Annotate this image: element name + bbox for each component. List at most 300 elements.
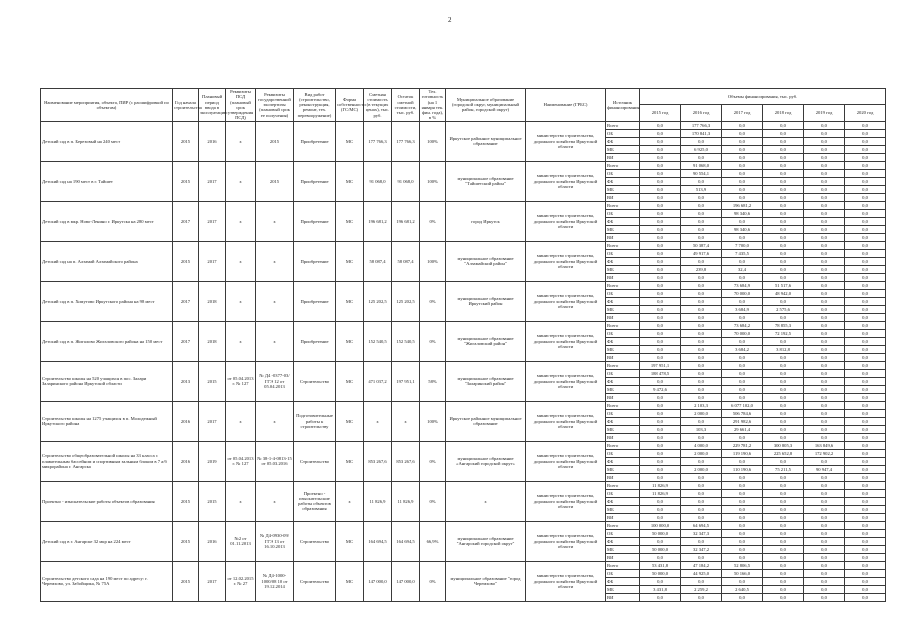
funding-value-cell: 7 700,0 — [722, 241, 763, 249]
funding-source-cell: ВИ — [606, 313, 640, 321]
funding-value-cell: 11 826,9 — [640, 481, 681, 489]
funding-value-cell: 197 951,1 — [640, 361, 681, 369]
funding-value-cell: 0,0 — [722, 337, 763, 345]
funding-value-cell: 0,0 — [681, 337, 722, 345]
funding-source-cell: ФБ — [606, 257, 640, 265]
funding-source-cell: МБ — [606, 585, 640, 593]
funding-value-cell: 0,0 — [681, 473, 722, 481]
object-customer: министерство строительства, дорожного хозяйства Иркутской области — [526, 521, 606, 561]
funding-value-cell: 0,0 — [640, 129, 681, 137]
funding-value-cell: 0,0 — [640, 121, 681, 129]
funding-value-cell: 0,0 — [681, 513, 722, 521]
object-expertise: № Д4-1000-1000/08 10 от 19.12.2014 — [256, 561, 294, 601]
funding-value-cell: 0,0 — [681, 481, 722, 489]
funding-source-cell: Всего — [606, 321, 640, 329]
object-remaining-cost: 164 694,5 — [392, 521, 420, 561]
object-estimated-cost: 11 826,9 — [364, 481, 392, 521]
funding-value-cell: 172 902,2 — [804, 449, 845, 457]
funding-value-cell: 196 681,2 — [722, 201, 763, 209]
funding-value-cell: 0,0 — [681, 505, 722, 513]
funding-source-cell: ФБ — [606, 177, 640, 185]
funding-value-cell: 0,0 — [681, 297, 722, 305]
funding-value-cell: 0,0 — [845, 569, 886, 577]
funding-value-cell: 0,0 — [763, 401, 804, 409]
funding-value-cell: 0,0 — [640, 377, 681, 385]
funding-value-cell: 0,0 — [722, 521, 763, 529]
funding-value-cell: 0,0 — [640, 321, 681, 329]
funding-value-cell: 0,0 — [763, 209, 804, 217]
funding-value-cell: 506 784,6 — [722, 409, 763, 417]
funding-value-cell: 0,0 — [681, 393, 722, 401]
funding-value-cell: 0,0 — [763, 385, 804, 393]
funding-value-cell: 0,0 — [763, 161, 804, 169]
object-customer: министерство строительства, дорожного хозяйства Иркутской области — [526, 241, 606, 281]
object-customer: министерство строительства, дорожного хозяйства Иркутской области — [526, 201, 606, 241]
funding-source-cell: Всего — [606, 241, 640, 249]
funding-value-cell: 0,0 — [722, 313, 763, 321]
funding-value-cell: 0,0 — [804, 273, 845, 281]
object-readiness: 0% — [420, 441, 446, 481]
funding-value-cell: 78 855,3 — [763, 321, 804, 329]
object-ownership: МС — [336, 281, 364, 321]
object-start-year: 2015 — [173, 521, 199, 561]
funding-value-cell: 0,0 — [845, 537, 886, 545]
funding-value-cell: 0,0 — [845, 417, 886, 425]
funding-value-cell: 0,0 — [804, 425, 845, 433]
funding-value-cell: 0,0 — [804, 513, 845, 521]
funding-value-cell: 0,0 — [640, 337, 681, 345]
funding-value-cell: 0,0 — [845, 225, 886, 233]
object-expertise: х — [256, 281, 294, 321]
funding-source-cell: МБ — [606, 265, 640, 273]
funding-value-cell: 0,0 — [681, 361, 722, 369]
funding-value-cell: 0,0 — [722, 169, 763, 177]
funding-source-cell: Всего — [606, 561, 640, 569]
funding-value-cell: 0,0 — [763, 233, 804, 241]
funding-value-cell: 0,0 — [763, 185, 804, 193]
funding-value-cell: 0,0 — [763, 273, 804, 281]
object-ownership: МС — [336, 121, 364, 161]
funding-value-cell: 50 166,0 — [722, 569, 763, 577]
funding-value-cell: 0,0 — [845, 401, 886, 409]
object-start-year: 2015 — [173, 561, 199, 601]
object-remaining-cost: 152 540,5 — [392, 321, 420, 361]
funding-value-cell: 0,0 — [763, 489, 804, 497]
object-estimated-cost: х — [364, 401, 392, 441]
funding-value-cell: 0,0 — [804, 169, 845, 177]
object-psd: х — [226, 161, 256, 201]
header-year: 2015 год — [640, 105, 681, 121]
funding-source-cell: ФБ — [606, 297, 640, 305]
funding-value-cell: 0,0 — [804, 185, 845, 193]
funding-value-cell: 0,0 — [845, 385, 886, 393]
funding-value-cell: 0,0 — [722, 457, 763, 465]
funding-value-cell: 0,0 — [804, 369, 845, 377]
object-remaining-cost: 91 068,0 — [392, 161, 420, 201]
funding-value-cell: 0,0 — [804, 481, 845, 489]
object-work-type: Строительство — [294, 561, 336, 601]
funding-value-cell: 0,0 — [681, 137, 722, 145]
funding-value-cell: 0,0 — [722, 193, 763, 201]
object-readiness: 0% — [420, 321, 446, 361]
funding-value-cell: 2 640,5 — [722, 585, 763, 593]
funding-value-cell: 0,0 — [681, 353, 722, 361]
funding-value-cell: 100 000,0 — [640, 521, 681, 529]
object-remaining-cost: 58 087,4 — [392, 241, 420, 281]
header-year: 2016 год — [681, 105, 722, 121]
funding-value-cell: 0,0 — [640, 537, 681, 545]
object-remaining-cost: х — [392, 401, 420, 441]
object-psd: х — [226, 321, 256, 361]
funding-source-cell: ФБ — [606, 577, 640, 585]
funding-value-cell: 0,0 — [845, 281, 886, 289]
funding-source-cell: МБ — [606, 345, 640, 353]
funding-value-cell: 0,0 — [845, 505, 886, 513]
funding-source-cell: Всего — [606, 441, 640, 449]
funding-value-cell: 0,0 — [722, 489, 763, 497]
funding-value-cell: 0,0 — [722, 153, 763, 161]
funding-value-cell: 0,0 — [681, 457, 722, 465]
funding-value-cell: 0,0 — [804, 129, 845, 137]
funding-value-cell: 0,0 — [804, 457, 845, 465]
funding-value-cell: 64 694,5 — [681, 521, 722, 529]
funding-value-cell: 0,0 — [763, 529, 804, 537]
funding-value-cell: 0,0 — [722, 361, 763, 369]
funding-value-cell: 0,0 — [845, 217, 886, 225]
table-row — [41, 121, 886, 129]
object-customer: министерство строительства, дорожного хозяйства Иркутской области — [526, 321, 606, 361]
funding-value-cell: 0,0 — [640, 313, 681, 321]
funding-value-cell: 49 917,6 — [681, 249, 722, 257]
funding-value-cell: 0,0 — [845, 201, 886, 209]
table-body — [41, 121, 886, 601]
funding-value-cell: 0,0 — [804, 241, 845, 249]
funding-value-cell: 0,0 — [804, 193, 845, 201]
table-row — [41, 401, 886, 409]
object-psd: х — [226, 201, 256, 241]
funding-value-cell: 0,0 — [763, 337, 804, 345]
funding-value-cell: 0,0 — [804, 137, 845, 145]
funding-value-cell: 0,0 — [804, 577, 845, 585]
funding-value-cell: 0,0 — [804, 417, 845, 425]
object-psd: х — [226, 481, 256, 521]
object-expertise: х — [256, 201, 294, 241]
funding-value-cell: 0,0 — [640, 353, 681, 361]
object-customer: министерство строительства, дорожного хозяйства Иркутской области — [526, 441, 606, 481]
header-readiness: Тех. готовность (на 1 января тек. фин. года), в % — [420, 89, 446, 122]
funding-value-cell: 0,0 — [804, 433, 845, 441]
table-row — [41, 201, 886, 209]
header-funding-source: Источник финансирования — [606, 89, 640, 122]
funding-source-cell: МБ — [606, 185, 640, 193]
funding-value-cell: 0,0 — [845, 329, 886, 337]
funding-value-cell: 0,0 — [640, 209, 681, 217]
object-municipality: муниципальное образование «Ангарский городской округ» — [446, 441, 526, 481]
object-estimated-cost: 164 694,5 — [364, 521, 392, 561]
object-expertise: х — [256, 321, 294, 361]
funding-value-cell: 4 000,0 — [681, 441, 722, 449]
funding-value-cell: 0,0 — [763, 313, 804, 321]
funding-source-cell: МБ — [606, 545, 640, 553]
funding-value-cell: 0,0 — [640, 201, 681, 209]
object-remaining-cost: 125 202,5 — [392, 281, 420, 321]
funding-value-cell: 0,0 — [804, 177, 845, 185]
funding-value-cell: 0,0 — [845, 489, 886, 497]
table-row — [41, 441, 886, 449]
object-ownership: МС — [336, 321, 364, 361]
object-estimated-cost: 147 000,0 — [364, 561, 392, 601]
funding-source-cell: ОБ — [606, 329, 640, 337]
funding-value-cell: 0,0 — [681, 201, 722, 209]
funding-value-cell: 7 435,5 — [722, 249, 763, 257]
funding-value-cell: 0,0 — [763, 257, 804, 265]
funding-value-cell: 0,0 — [640, 393, 681, 401]
funding-value-cell: 0,0 — [845, 241, 886, 249]
header-expertise: Реквизиты государственной экспертизы (плановый срок ее получения) — [256, 89, 294, 122]
funding-value-cell: 0,0 — [845, 129, 886, 137]
funding-value-cell: 119 190,6 — [722, 449, 763, 457]
object-customer: министерство строительства, дорожного хозяйства Иркутской области — [526, 361, 606, 401]
funding-value-cell: 0,0 — [640, 265, 681, 273]
funding-value-cell: 0,0 — [640, 241, 681, 249]
funding-value-cell: 0,0 — [845, 497, 886, 505]
object-municipality: муниципальное образование "Жигаловский район" — [446, 321, 526, 361]
object-psd: х — [226, 241, 256, 281]
funding-source-cell: ВИ — [606, 273, 640, 281]
funding-value-cell: 0,0 — [845, 209, 886, 217]
funding-value-cell: 0,0 — [681, 489, 722, 497]
object-commission-year: 2018 — [199, 321, 226, 361]
funding-source-cell: ВИ — [606, 153, 640, 161]
funding-value-cell: 0,0 — [845, 337, 886, 345]
funding-source-cell: Всего — [606, 521, 640, 529]
funding-value-cell: 0,0 — [845, 577, 886, 585]
funding-source-cell: ОБ — [606, 249, 640, 257]
object-municipality: муниципальное образование "город Черемхово" — [446, 561, 526, 601]
funding-value-cell: 0,0 — [640, 305, 681, 313]
funding-value-cell: 0,0 — [845, 177, 886, 185]
object-start-year: 2015 — [173, 161, 199, 201]
funding-value-cell: 0,0 — [804, 409, 845, 417]
funding-value-cell: 0,0 — [763, 265, 804, 273]
object-work-type: Приобретение — [294, 281, 336, 321]
funding-value-cell: 0,0 — [845, 257, 886, 265]
funding-value-cell: 0,0 — [845, 593, 886, 601]
object-ownership: х — [336, 481, 364, 521]
funding-value-cell: 90 947,4 — [804, 465, 845, 473]
funding-value-cell: 170 841,3 — [681, 129, 722, 137]
funding-value-cell: 0,0 — [722, 185, 763, 193]
funding-value-cell: 0,0 — [722, 593, 763, 601]
funding-value-cell: 3 431,8 — [640, 585, 681, 593]
funding-value-cell: 0,0 — [722, 137, 763, 145]
funding-value-cell: 0,0 — [845, 393, 886, 401]
funding-source-cell: ФБ — [606, 497, 640, 505]
object-estimated-cost: 125 202,5 — [364, 281, 392, 321]
funding-value-cell: 0,0 — [640, 593, 681, 601]
funding-source-cell: ОБ — [606, 529, 640, 537]
object-customer: министерство строительства, дорожного хозяйства Иркутской области — [526, 561, 606, 601]
funding-source-cell: ФБ — [606, 417, 640, 425]
funding-source-cell: ОБ — [606, 209, 640, 217]
funding-value-cell: 0,0 — [845, 425, 886, 433]
funding-value-cell: 0,0 — [681, 233, 722, 241]
funding-value-cell: 110 190,6 — [722, 465, 763, 473]
funding-value-cell: 0,0 — [681, 257, 722, 265]
funding-value-cell: 0,0 — [640, 465, 681, 473]
header-work-type: Вид работ (строительство, реконструкция, ремонт, тех. перевооружение) — [294, 89, 336, 122]
funding-value-cell: 50 000,0 — [640, 569, 681, 577]
funding-value-cell: 0,0 — [763, 537, 804, 545]
funding-value-cell: 0,0 — [845, 369, 886, 377]
object-commission-year: 2015 — [199, 481, 226, 521]
funding-source-cell: ФБ — [606, 217, 640, 225]
object-expertise: 2015 — [256, 161, 294, 201]
funding-value-cell: 0,0 — [640, 249, 681, 257]
funding-source-cell: ВИ — [606, 593, 640, 601]
funding-value-cell: 0,0 — [763, 249, 804, 257]
funding-value-cell: 0,0 — [845, 313, 886, 321]
funding-value-cell: 0,0 — [845, 521, 886, 529]
funding-value-cell: 0,0 — [722, 577, 763, 585]
funding-value-cell: 0,0 — [804, 529, 845, 537]
funding-source-cell: Всего — [606, 161, 640, 169]
funding-value-cell: 0,0 — [804, 361, 845, 369]
funding-value-cell: 0,0 — [681, 273, 722, 281]
funding-value-cell: 0,0 — [763, 217, 804, 225]
funding-value-cell: 0,0 — [681, 385, 722, 393]
object-commission-year: 2018 — [199, 281, 226, 321]
object-ownership: МС — [336, 441, 364, 481]
funding-source-cell: ВИ — [606, 233, 640, 241]
funding-value-cell: 0,0 — [681, 321, 722, 329]
funding-value-cell: 0,0 — [763, 361, 804, 369]
funding-value-cell: 98 340,6 — [722, 225, 763, 233]
funding-source-cell: ВИ — [606, 513, 640, 521]
funding-value-cell: 0,0 — [763, 473, 804, 481]
funding-value-cell: 0,0 — [640, 225, 681, 233]
funding-value-cell: 47 184,2 — [681, 561, 722, 569]
object-municipality: муниципальное образование "Алзамайский район" — [446, 241, 526, 281]
funding-value-cell: 0,0 — [722, 257, 763, 265]
funding-value-cell: 0,0 — [722, 377, 763, 385]
funding-value-cell: 0,0 — [804, 265, 845, 273]
object-commission-year: 2017 — [199, 161, 226, 201]
funding-value-cell: 0,0 — [845, 377, 886, 385]
object-start-year: 2017 — [173, 281, 199, 321]
funding-value-cell: 0,0 — [804, 385, 845, 393]
object-ownership: МС — [336, 401, 364, 441]
funding-value-cell: 0,0 — [640, 217, 681, 225]
object-customer: министерство строительства, дорожного хозяйства Иркутской области — [526, 481, 606, 521]
funding-value-cell: 0,0 — [763, 433, 804, 441]
funding-value-cell: 0,0 — [804, 329, 845, 337]
funding-value-cell: 0,0 — [804, 153, 845, 161]
funding-value-cell: 0,0 — [804, 377, 845, 385]
funding-value-cell: 0,0 — [681, 313, 722, 321]
funding-value-cell: 0,0 — [681, 193, 722, 201]
funding-source-cell: ВИ — [606, 393, 640, 401]
funding-value-cell: 0,0 — [804, 233, 845, 241]
object-ownership: МС — [336, 201, 364, 241]
funding-source-cell: Всего — [606, 201, 640, 209]
table-row — [41, 241, 886, 249]
funding-value-cell: 0,0 — [845, 545, 886, 553]
funding-value-cell: 2 000,0 — [681, 409, 722, 417]
header-name: Наименование мероприятия, объекта, ПИР (с расшифровкой по объектам) — [41, 89, 173, 122]
funding-value-cell: 163 849,6 — [804, 441, 845, 449]
funding-source-cell: МБ — [606, 145, 640, 153]
funding-value-cell: 0,0 — [640, 161, 681, 169]
table-row — [41, 361, 886, 369]
funding-value-cell: 73 684,2 — [722, 321, 763, 329]
funding-value-cell: 0,0 — [681, 153, 722, 161]
funding-source-cell: ВИ — [606, 433, 640, 441]
funding-value-cell: 2 000,0 — [681, 449, 722, 457]
funding-value-cell: 0,0 — [763, 177, 804, 185]
funding-value-cell: 3 684,2 — [722, 345, 763, 353]
funding-value-cell: 0,0 — [763, 129, 804, 137]
funding-value-cell: 0,0 — [640, 281, 681, 289]
object-commission-year: 2015 — [199, 361, 226, 401]
funding-value-cell: 0,0 — [722, 217, 763, 225]
funding-value-cell: 0,0 — [640, 497, 681, 505]
funding-value-cell: 0,0 — [845, 353, 886, 361]
object-commission-year: 2017 — [199, 201, 226, 241]
funding-value-cell: 0,0 — [640, 233, 681, 241]
object-municipality: Иркутское районное муниципальное образование — [446, 401, 526, 441]
funding-source-cell: ОБ — [606, 409, 640, 417]
investment-table-wrapper — [40, 88, 886, 602]
funding-value-cell: 0,0 — [845, 233, 886, 241]
funding-value-cell: 0,0 — [763, 513, 804, 521]
funding-value-cell: 0,0 — [640, 137, 681, 145]
object-name: Строительство детского сада на 190 мест по адресу: г. Черемхово, ул. Забойщика, № 75А — [41, 561, 173, 601]
funding-value-cell: 177 766,3 — [681, 121, 722, 129]
funding-value-cell: 0,0 — [845, 529, 886, 537]
funding-value-cell: 0,0 — [722, 537, 763, 545]
object-readiness: 0% — [420, 201, 446, 241]
object-commission-year: 2017 — [199, 561, 226, 601]
funding-value-cell: 0,0 — [763, 153, 804, 161]
funding-value-cell: 0,0 — [804, 225, 845, 233]
funding-source-cell: Всего — [606, 121, 640, 129]
funding-value-cell: 0,0 — [804, 345, 845, 353]
funding-source-cell: ОБ — [606, 169, 640, 177]
funding-value-cell: 0,0 — [845, 345, 886, 353]
funding-value-cell: 0,0 — [763, 593, 804, 601]
funding-value-cell: 0,0 — [845, 457, 886, 465]
funding-value-cell: 0,0 — [845, 121, 886, 129]
object-estimated-cost: 152 540,5 — [364, 321, 392, 361]
object-expertise: № 38-1-4-0813-15 от 05.03.2016 — [256, 441, 294, 481]
object-customer: министерство строительства, дорожного хозяйства Иркутской области — [526, 121, 606, 161]
funding-value-cell: 0,0 — [640, 449, 681, 457]
funding-value-cell: 0,0 — [845, 273, 886, 281]
funding-value-cell: 0,0 — [804, 121, 845, 129]
funding-value-cell: 0,0 — [845, 305, 886, 313]
funding-value-cell: 2 000,0 — [681, 465, 722, 473]
object-commission-year: 2016 — [199, 121, 226, 161]
funding-value-cell: 0,0 — [722, 553, 763, 561]
funding-value-cell: 0,0 — [804, 497, 845, 505]
object-work-type: Строительство — [294, 361, 336, 401]
object-ownership: МС — [336, 521, 364, 561]
funding-value-cell: 0,0 — [804, 297, 845, 305]
object-psd: от 05.04.2013 г. № 127 — [226, 361, 256, 401]
funding-value-cell: 0,0 — [640, 329, 681, 337]
funding-source-cell: ОБ — [606, 129, 640, 137]
